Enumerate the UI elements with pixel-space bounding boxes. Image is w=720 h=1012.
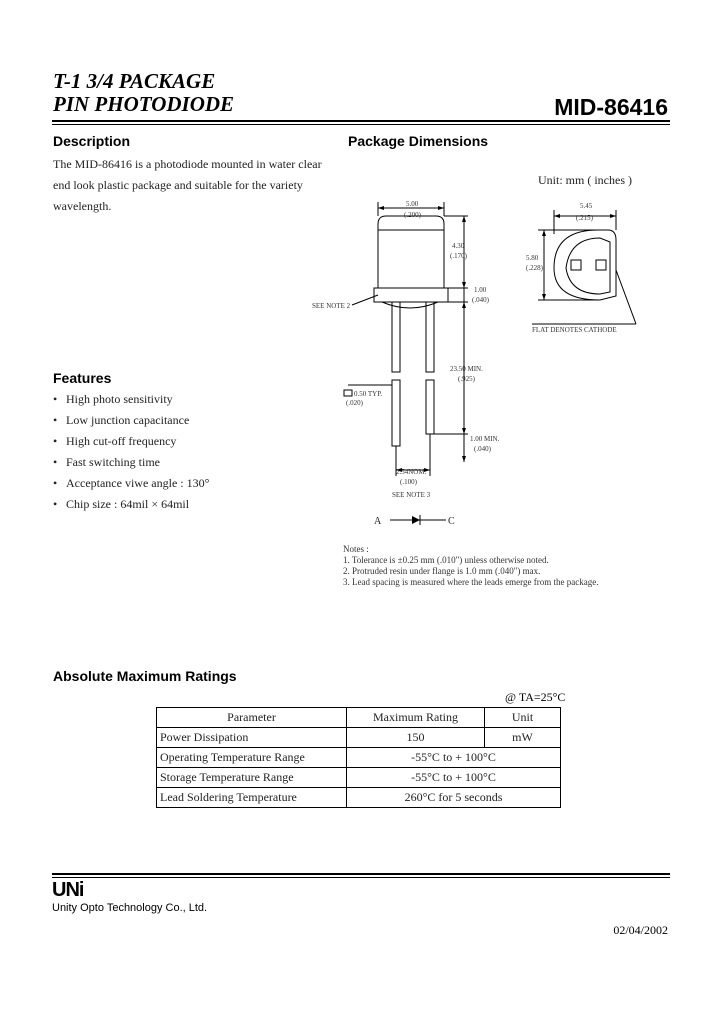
column-header-parameter: Parameter — [157, 708, 347, 728]
features-heading: Features — [53, 370, 112, 386]
drawing-line — [462, 216, 466, 222]
dim-width-mm: 5.00 — [406, 200, 419, 208]
drawing-line — [462, 428, 466, 434]
header-rule — [52, 120, 670, 125]
footer-rule — [52, 873, 670, 878]
cathode-lead-upper — [426, 302, 434, 372]
param-cell: Power Dissipation — [157, 728, 347, 748]
drawing-line — [462, 282, 466, 288]
document-date: 02/04/2002 — [613, 923, 668, 937]
drawing-line — [378, 206, 384, 210]
dim-width-in: (.200) — [404, 211, 421, 219]
dim-lead-square-in: (.020) — [346, 399, 363, 407]
flat-denotes-cathode: FLAT DENOTES CATHODE — [532, 326, 617, 334]
dim-height-in: (.170) — [450, 252, 467, 260]
note-3: 3. Lead spacing is measured where the leads emerge from the package. — [343, 577, 599, 587]
drawing-line — [554, 214, 560, 218]
feature-item: • Fast switching time — [53, 453, 209, 474]
drawing-line — [610, 214, 616, 218]
dim-flange-in: (.040) — [472, 296, 489, 304]
company-name: Unity Opto Technology Co., Ltd. — [52, 902, 208, 914]
column-header-unit: Unit — [485, 708, 561, 728]
feature-item: • Chip size : 64mil × 64mil — [53, 495, 209, 516]
cathode-label: C — [448, 516, 455, 527]
lens-body — [378, 216, 444, 288]
anode-label: A — [374, 516, 382, 527]
ratings-heading: Absolute Maximum Ratings — [53, 668, 237, 684]
note-1: 1. Tolerance is ±0.25 mm (.010") unless otherwise noted. — [343, 555, 549, 565]
dim-flange-mm: 1.00 — [474, 286, 487, 294]
test-condition: @ TA=25°C — [505, 690, 566, 704]
dim-top-height-mm: 5.80 — [526, 254, 539, 262]
drawing-line — [542, 294, 546, 300]
diode-symbol-arrow — [412, 516, 420, 524]
top-view-pad-right — [596, 260, 606, 270]
features-list — [53, 390, 209, 516]
range-cell: -55°C to + 100°C — [347, 748, 561, 768]
feature-item: • Low junction capacitance — [53, 411, 209, 432]
dim-height-mm: 4.30 — [452, 242, 465, 250]
feature-item: • High cut-off frequency — [53, 432, 209, 453]
description-text: The MID-86416 is a photodiode mounted in water clear end look plastic package and suitable for the variety wavelength. — [53, 157, 322, 213]
column-header-max-rating: Maximum Rating — [347, 708, 485, 728]
unit-note: Unit: mm ( inches ) — [538, 173, 632, 187]
dim-lead-length-mm: 23.50 MIN. — [450, 365, 483, 373]
anode-lead-upper — [392, 302, 400, 372]
drawing-line — [344, 390, 352, 396]
dim-top-width-mm: 5.45 — [580, 202, 593, 210]
dim-top-height-in: (.228) — [526, 264, 543, 272]
dim-stub-in: (.040) — [474, 445, 491, 453]
description-heading: Description — [53, 133, 131, 149]
range-cell: 260°C for 5 seconds — [347, 788, 561, 808]
table-row — [157, 768, 561, 788]
dim-lead-square-mm: 0.50 TYP. — [354, 390, 383, 398]
note-2: 2. Protruded resin under flange is 1.0 mm (.040") max. — [343, 566, 541, 576]
flange — [374, 288, 448, 302]
max-cell: 150 — [347, 728, 485, 748]
dim-stub-mm: 1.00 MIN. — [470, 435, 500, 443]
table-row — [157, 788, 561, 808]
drawing-line — [462, 456, 466, 462]
drawing-line — [438, 206, 444, 210]
unit-cell: mW — [485, 728, 561, 748]
table-header-row — [157, 708, 561, 728]
range-cell: -55°C to + 100°C — [347, 768, 561, 788]
ratings-table — [156, 707, 561, 808]
feature-item: • High photo sensitivity — [53, 390, 209, 411]
cathode-lead-lower — [426, 380, 434, 434]
top-view-pad-left — [571, 260, 581, 270]
drawing-line — [566, 238, 610, 294]
table-row — [157, 728, 561, 748]
company-logo: UNi — [52, 879, 84, 901]
param-cell: Storage Temperature Range — [157, 768, 347, 788]
package-dimension-drawing — [300, 190, 670, 540]
param-cell: Operating Temperature Range — [157, 748, 347, 768]
dim-top-width-in: (.215) — [576, 214, 593, 222]
dim-lead-length-in: (.925) — [458, 375, 475, 383]
title-line-1: T-1 3/4 PACKAGE — [53, 69, 216, 93]
see-note-3: SEE NOTE 3 — [392, 491, 431, 499]
dim-spacing-in: (.100) — [400, 478, 417, 486]
title-line-2: PIN PHOTODIODE — [53, 92, 235, 116]
package-dimensions-heading: Package Dimensions — [348, 133, 489, 149]
drawing-line — [542, 230, 546, 236]
dim-spacing-mm: 2.54NOM. — [396, 468, 427, 476]
feature-item: • Acceptance viwe angle : 130° — [53, 474, 209, 495]
notes-title: Notes : — [343, 544, 369, 554]
part-number: MID-86416 — [554, 94, 668, 120]
drawing-line — [462, 302, 466, 308]
notes — [343, 544, 598, 588]
param-cell: Lead Soldering Temperature — [157, 788, 347, 808]
anode-lead-lower — [392, 380, 400, 446]
see-note-2: SEE NOTE 2 — [312, 302, 351, 310]
table-row — [157, 748, 561, 768]
drawing-line — [382, 302, 438, 308]
package-title — [53, 70, 234, 116]
